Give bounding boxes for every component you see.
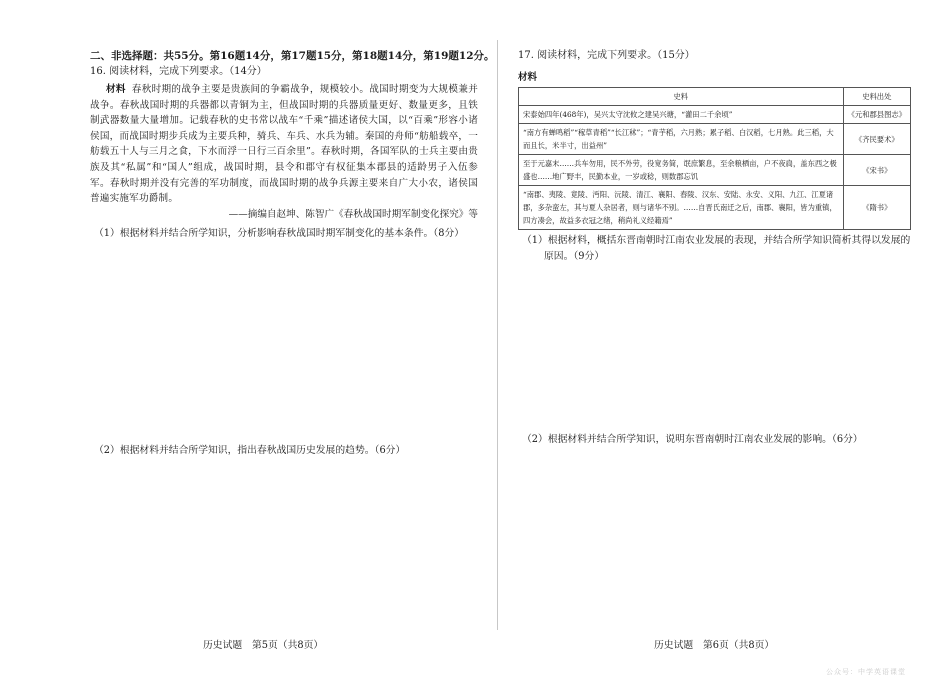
watermark: 公众号：中学英语课堂 — [826, 668, 906, 676]
table-cell-ref: 《宋书》 — [843, 155, 910, 186]
material-source: ——摘编自赵坤、陈智广《春秋战国时期军制变化探究》等 — [228, 208, 478, 220]
table-header-source: 史料 — [519, 88, 844, 106]
table-cell-ref: 《隋书》 — [843, 186, 910, 230]
table-row — [519, 106, 911, 124]
table-cell-ref: 《元和郡县图志》 — [843, 106, 910, 124]
table-cell-text: “南郡、夷陵、竟陵、沔阳、沅陵、清江、襄阳、舂陵、汉东、安陆、永安、义阳、九江、江夏诸郡，多杂蛮左，其与夏人杂居者，则与诸华不别。……自晋氏南迁之后，南郡、襄阳，皆为重镇，四方凑会，故益多衣冠之绪，稍尚礼义经籍焉” — [519, 186, 844, 230]
question-17-sub-2: （2）根据材料并结合所学知识，说明东晋南朝时江南农业发展的影响。（6分） — [522, 434, 863, 445]
material-label: 材料 — [106, 84, 126, 95]
table-cell-text: “南方有蝉鸣稻”“稼草青稻”“长江秫”；“青芋稻，六月熟；累子稻、白汉稻，七月熟。此三稻，大而且长，米半寸，出益州” — [519, 124, 844, 155]
source-table — [518, 87, 911, 230]
question-17-sub-1-cont: 原因。（9分） — [544, 251, 605, 262]
table-row — [519, 155, 911, 186]
table-header-row — [519, 88, 911, 106]
question-16-material — [90, 82, 478, 207]
question-17-sub-1: （1）根据材料，概括东晋南朝时江南农业发展的表现，并结合所学知识简析其得以发展的 — [522, 235, 911, 246]
table-header-origin: 史料出处 — [843, 88, 910, 106]
material-text: 春秋时期的战争主要是贵族间的争霸战争，规模较小。战国时期变为大规模兼并战争。春秋战国时期的兵器都以青铜为主，但战国时期的兵器质量更好、数量更多，且铁制武器数量大量增加。记载春秋的史书常以战车“千乘”描述诸侯大国，以“百乘”形容小诸侯国，而战国时期步兵成为主要兵种，骑兵、车兵、水兵为辅。秦国的舟师“舫船载卒，一舫载五十人与三月之食，下水而浮一日行三百余里”。春秋时期，各国军队的士兵主要由贵族及其“私属”和“国人”组成，战国时期，县令和郡守有权征集本郡县的适龄男子入伍参军。春秋时期并没有完善的军功制度，而战国时期的战争兵源主要来自广大小农，诸侯国普遍实施军功爵制。 — [90, 84, 479, 205]
page-divider — [497, 40, 498, 630]
section-heading: 二、非选择题：共55分。第16题14分，第17题15分，第18题14分，第19题12分。 — [90, 50, 495, 62]
table-cell-text: 至于元嘉末……兵车勿用，民不外劳，役宽务简，氓庶繁息，至余粮栖亩，户不夜扃，盖东西之极盛也……地广野丰，民勤本业，一岁或稔，则数郡忘饥 — [519, 155, 844, 186]
footer-page-6: 历史试题 第6页（共8页） — [654, 640, 775, 651]
table-cell-text: 宋泰始四年(468年)，吴兴太守沈攸之建吴兴塘，“灌田二千余顷” — [519, 106, 844, 124]
question-16-sub-1: （1）根据材料并结合所学知识，分析影响春秋战国时期军制变化的基本条件。（8分） — [94, 227, 465, 239]
table-cell-ref: 《齐民要术》 — [843, 124, 910, 155]
right-page — [518, 48, 913, 445]
table-row — [519, 186, 911, 230]
question-17-title: 17. 阅读材料，完成下列要求。（15分） — [518, 50, 695, 61]
left-page — [90, 48, 495, 456]
question-16-title: 16. 阅读材料，完成下列要求。（14分） — [90, 66, 267, 77]
question-16-sub-2: （2）根据材料并结合所学知识，指出春秋战国历史发展的趋势。（6分） — [94, 445, 406, 456]
question-17-material-label: 材料 — [518, 72, 538, 83]
footer-page-5: 历史试题 第5页（共8页） — [203, 640, 324, 651]
table-row — [519, 124, 911, 155]
